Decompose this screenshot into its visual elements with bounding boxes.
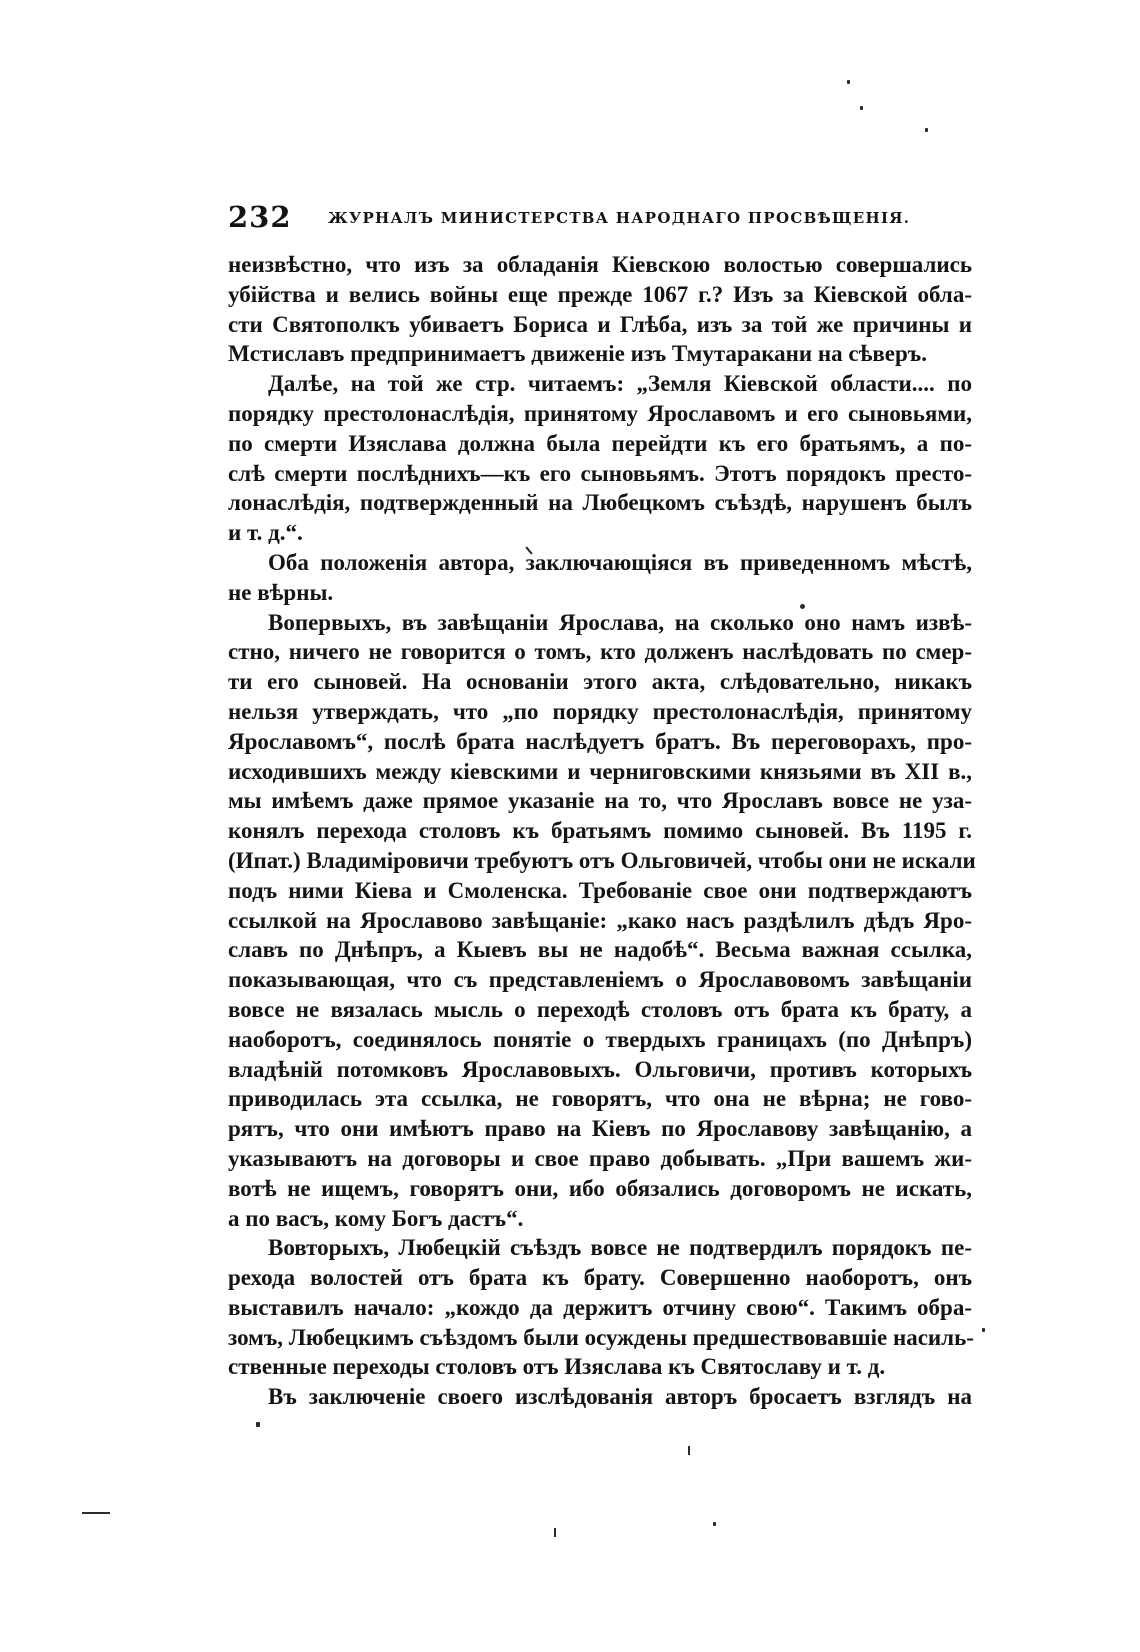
text-line: Вопервыхъ, въ завѣщаніи Ярослава, на сколько оно намъ извѣ-	[268, 609, 972, 635]
text-line: выставилъ начало: „кождо да держитъ отчину свою“. Такимъ обра-	[228, 1294, 972, 1320]
text-line: убійства и велись войны еще прежде 1067 г.? Изъ за Кіевской обла-	[228, 281, 972, 307]
text-line: показывающая, что съ представленіемъ о Ярославовомъ завѣщаніи	[228, 967, 972, 993]
text-line: зомъ, Любецкимъ съѣздомъ были осуждены предшествовавшіе насиль-	[228, 1324, 974, 1350]
text-line: ссылкой на Ярославово завѣщаніе: „како насъ раздѣлилъ дѣдъ Яро-	[228, 907, 972, 933]
text-line: Далѣе, на той же стр. читаемъ: „Земля Кіевской области.... по	[268, 371, 972, 397]
print-speck	[847, 80, 850, 84]
text-line: славъ по Днѣпръ, а Кыевъ вы не надобѣ“. Весьма важная ссылка,	[228, 937, 972, 963]
print-speck	[688, 1446, 690, 1455]
text-line: Ярославомъ“, послѣ брата наслѣдуетъ братъ. Въ переговорахъ, про-	[228, 728, 972, 754]
text-line: вотѣ не ищемъ, говорятъ они, ибо обязались договоромъ не искать,	[228, 1175, 972, 1201]
text-line: слѣ смерти послѣднихъ—къ его сыновьямъ. Этотъ порядокъ престо-	[228, 460, 972, 486]
print-speck	[925, 128, 928, 132]
text-line: Въ заключеніе своего изслѣдованія авторъ бросаетъ взглядъ на	[268, 1384, 972, 1410]
text-line: рятъ, что они имѣютъ право на Кіевъ по Ярославову завѣщанію, а	[228, 1116, 972, 1142]
text-line: стно, ничего не говорится о томъ, кто долженъ наслѣдовать по смер-	[228, 639, 972, 665]
text-line: нельзя утверждать, что „по порядку престолонаслѣдія, принятому	[228, 698, 972, 724]
text-line: и т. д.“.	[228, 520, 303, 546]
text-line: приводилась эта ссылка, не говорятъ, что она не вѣрна; не гово-	[228, 1086, 972, 1112]
journal-title: ЖУРНАЛЪ МИНИСТЕРСТВА НАРОДНАГО ПРОСВѢЩЕНІЯ.	[328, 209, 911, 227]
text-line: наоборотъ, соединялось понятіе о твердыхъ границахъ (по Днѣпръ)	[228, 1026, 972, 1052]
text-line: а по васъ, кому Богъ дастъ“.	[228, 1205, 524, 1231]
page-number: 232	[228, 200, 292, 234]
text-line: по смерти Изяслава должна была перейдти къ его братьямъ, а по-	[228, 430, 972, 456]
body-text	[228, 250, 976, 1412]
print-speck	[982, 1328, 985, 1332]
text-line: сти Святополкъ убиваетъ Бориса и Глѣба, изъ за той же причины и	[228, 311, 972, 337]
text-line: вовсе не вязалась мысль о переходѣ столовъ отъ брата къ брату, а	[228, 996, 972, 1022]
text-line: (Ипат.) Владиміровичи требуютъ отъ Ольговичей, чтобы они не искали	[228, 847, 976, 873]
text-line: исходившихъ между кіевскими и черниговскими князьями въ XII в.,	[228, 758, 972, 784]
text-line: Мстиславъ предпринимаетъ движеніе изъ Тмутаракани на сѣверъ.	[228, 341, 927, 367]
text-line: указываютъ на договоры и свое право добывать. „При вашемъ жи-	[228, 1145, 972, 1171]
text-line: не вѣрны.	[228, 579, 334, 605]
text-line: лонаслѣдія, подтвержденный на Любецкомъ съѣздѣ, нарушенъ былъ	[228, 490, 972, 516]
text-line: владѣній потомковъ Ярославовыхъ. Ольговичи, противъ которыхъ	[228, 1056, 972, 1082]
running-head	[228, 200, 968, 234]
text-line: ти его сыновей. На основаніи этого акта, слѣдовательно, никакъ	[228, 669, 972, 695]
print-speck	[554, 1528, 556, 1537]
print-speck	[256, 1422, 260, 1427]
text-line: Вовторыхъ, Любецкій съѣздъ вовсе не подтвердилъ порядокъ пе-	[268, 1235, 972, 1261]
text-line: ственные переходы столовъ отъ Изяслава къ Святославу и т. д.	[228, 1354, 886, 1380]
print-speck	[713, 1522, 716, 1526]
text-line: подъ ними Кіева и Смоленска. Требованіе свое они подтверждаютъ	[228, 877, 972, 903]
text-line: порядку престолонаслѣдія, принятому Ярославомъ и его сыновьями,	[228, 400, 972, 426]
text-line: неизвѣстно, что изъ за обладанія Кіевскою волостью совершались	[228, 252, 972, 277]
text-line: Оба положенія автора, заключающіяся въ приведенномъ мѣстѣ,	[268, 549, 972, 575]
print-speck	[860, 106, 863, 110]
margin-rule	[82, 1512, 110, 1514]
text-line: рехода волостей отъ брата къ брату. Совершенно наоборотъ, онъ	[228, 1265, 972, 1291]
text-line: мы имѣемъ даже прямое указаніе на то, что Ярославъ вовсе не уза-	[228, 788, 972, 814]
text-line: конялъ перехода столовъ къ братьямъ помимо сыновей. Въ 1195 г.	[228, 818, 972, 844]
